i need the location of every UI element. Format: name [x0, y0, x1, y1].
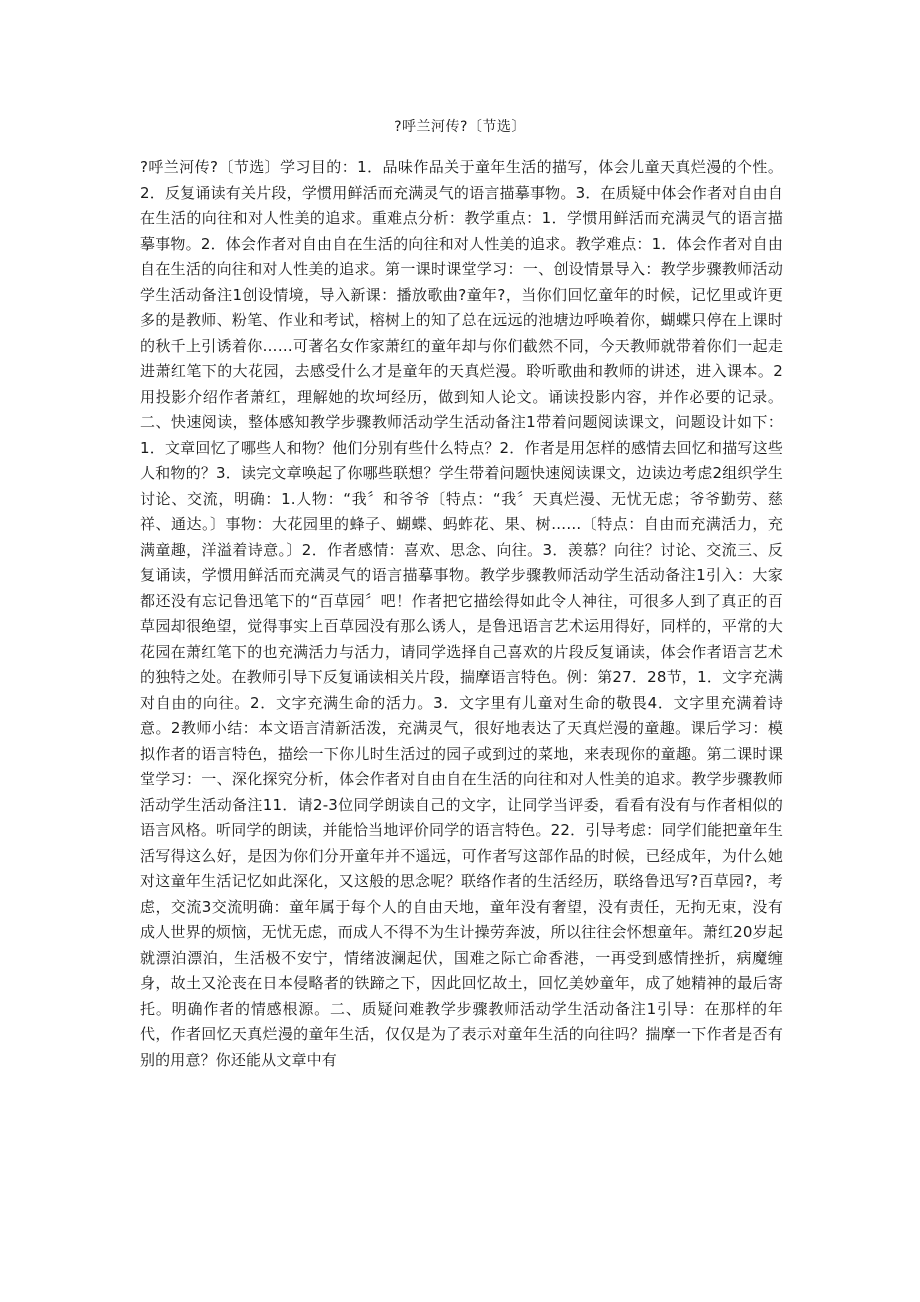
document-body-text: ?呼兰河传?〔节选〕学习目的：1．品味作品关于童年生活的描写，体会儿童天真烂漫的个性。2．反复诵读有关片段，学惯用鲜活而充满灵气的语言描摹事物。3．在质疑中体会作者对自由自在生活的向往和对人性美的追求。重难点分析：教学重点：1．学惯用鲜活而充满灵气的语言描摹事物。2．体会作者对自由自在生活的向往和对人性美的追求。教学难点：1．体会作者对自由自在生活的向往和对人性美的追求。第一课时课堂学习：一、创设情景导入：教学步骤教师活动学生活动备注1创设情境，导入新课：播放歌曲?童年?，当你们回忆童年的时候，记忆里或许更多的是教师、粉笔、作业和考试，榕树上的知了总在远远的池塘边呼唤着你，蝴蝶只停在上课时的秋千上引诱着你……可著名女作家萧红的童年却与你们截然不同，今天教师就带着你们一起走进萧红笔下的大花园，去感受什么才是童年的天真烂漫。聆听歌曲和教师的讲述，进入课本。2用投影介绍作者萧红，理解她的坎坷经历，做到知人论文。诵读投影内容，并作必要的记录。二、快速阅读，整体感知教学步骤教师活动学生活动备注1带着问题阅读课文，问题设计如下：1．文章回忆了哪些人和物？他们分别有些什么特点？2．作者是用怎样的感情去回忆和描写这些人和物的？3．读完文章唤起了你哪些联想？学生带着问题快速阅读课文，边读边考虑2组织学生讨论、交流，明确：1.人物：“我〞和爷爷〔特点：“我〞天真烂漫、无忧无虑；爷爷勤劳、慈祥、通达。〕事物：大花园里的蜂子、蝴蝶、蚂蚱花、果、树……〔特点：自由而充满活力，充满童趣，洋溢着诗意。〕2．作者感情：喜欢、思念、向往。3．羡慕？向往？讨论、交流三、反复诵读，学惯用鲜活而充满灵气的语言描摹事物。教学步骤教师活动学生活动备注1引入：大家都还没有忘记鲁迅笔下的“百草园〞吧！作者把它描绘得如此令人神往，可很多人到了真正的百草园却很绝望，觉得事实上百草园没有那么诱人，是鲁迅语言艺术运用得好，同样的，平常的大花园在萧红笔下的也充满活力与活力，请同学选择自己喜欢的片段反复诵读，体会作者语言艺术的独特之处。在教师引导下反复诵读相关片段，揣摩语言特色。例：第27．28节，1．文字充满对自由的向往。2．文字充满生命的活力。3．文字里有儿童对生命的敬畏4．文字里充满着诗意。2教师小结：本文语言清新活泼，充满灵气，很好地表达了天真烂漫的童趣。课后学习：模拟作者的语言特色，描绘一下你儿时生活过的园子或到过的菜地，来表现你的童趣。第二课时课堂学习：一、深化探究分析，体会作者对自由自在生活的向往和对人性美的追求。教学步骤教师活动学生活动备注11．请2-3位同学朗读自己的文字，让同学当评委，看看有没有与作者相似的语言风格。听同学的朗读，并能恰当地评价同学的语言特色。22．引导考虑：同学们能把童年生活写得这么好，是因为你们分开童年并不遥远，可作者写这部作品的时候，已经成年，为什么她对这童年生活记忆如此深化，又这般的思念呢？联络作者的生活经历，联络鲁迅写?百草园?，考虑，交流3交流明确：童年属于每个人的自由天地，童年没有奢望，没有责任，无拘无束，没有成人世界的烦恼，无忧无虑，而成人不得不为生计操劳奔波，所以往往会怀想童年。萧红20岁起就漂泊漂泊，生活极不安宁，情绪波澜起伏，国难之际亡命香港，一再受到感情挫折，病魔缠身，故土又沦丧在日本侵略者的铁蹄之下，因此回忆故土，回忆美妙童年，成了她精神的最后寄托。明确作者的情感根源。二、质疑问难教学步骤教师活动学生活动备注1引导：在那样的年代，作者回忆天真烂漫的童年生活，仅仅是为了表示对童年生活的向往吗？揣摩一下作者是否有别的用意？你还能从文章中有 [140, 158, 783, 1069]
document-title: ?呼兰河传?〔节选〕 [394, 119, 526, 135]
